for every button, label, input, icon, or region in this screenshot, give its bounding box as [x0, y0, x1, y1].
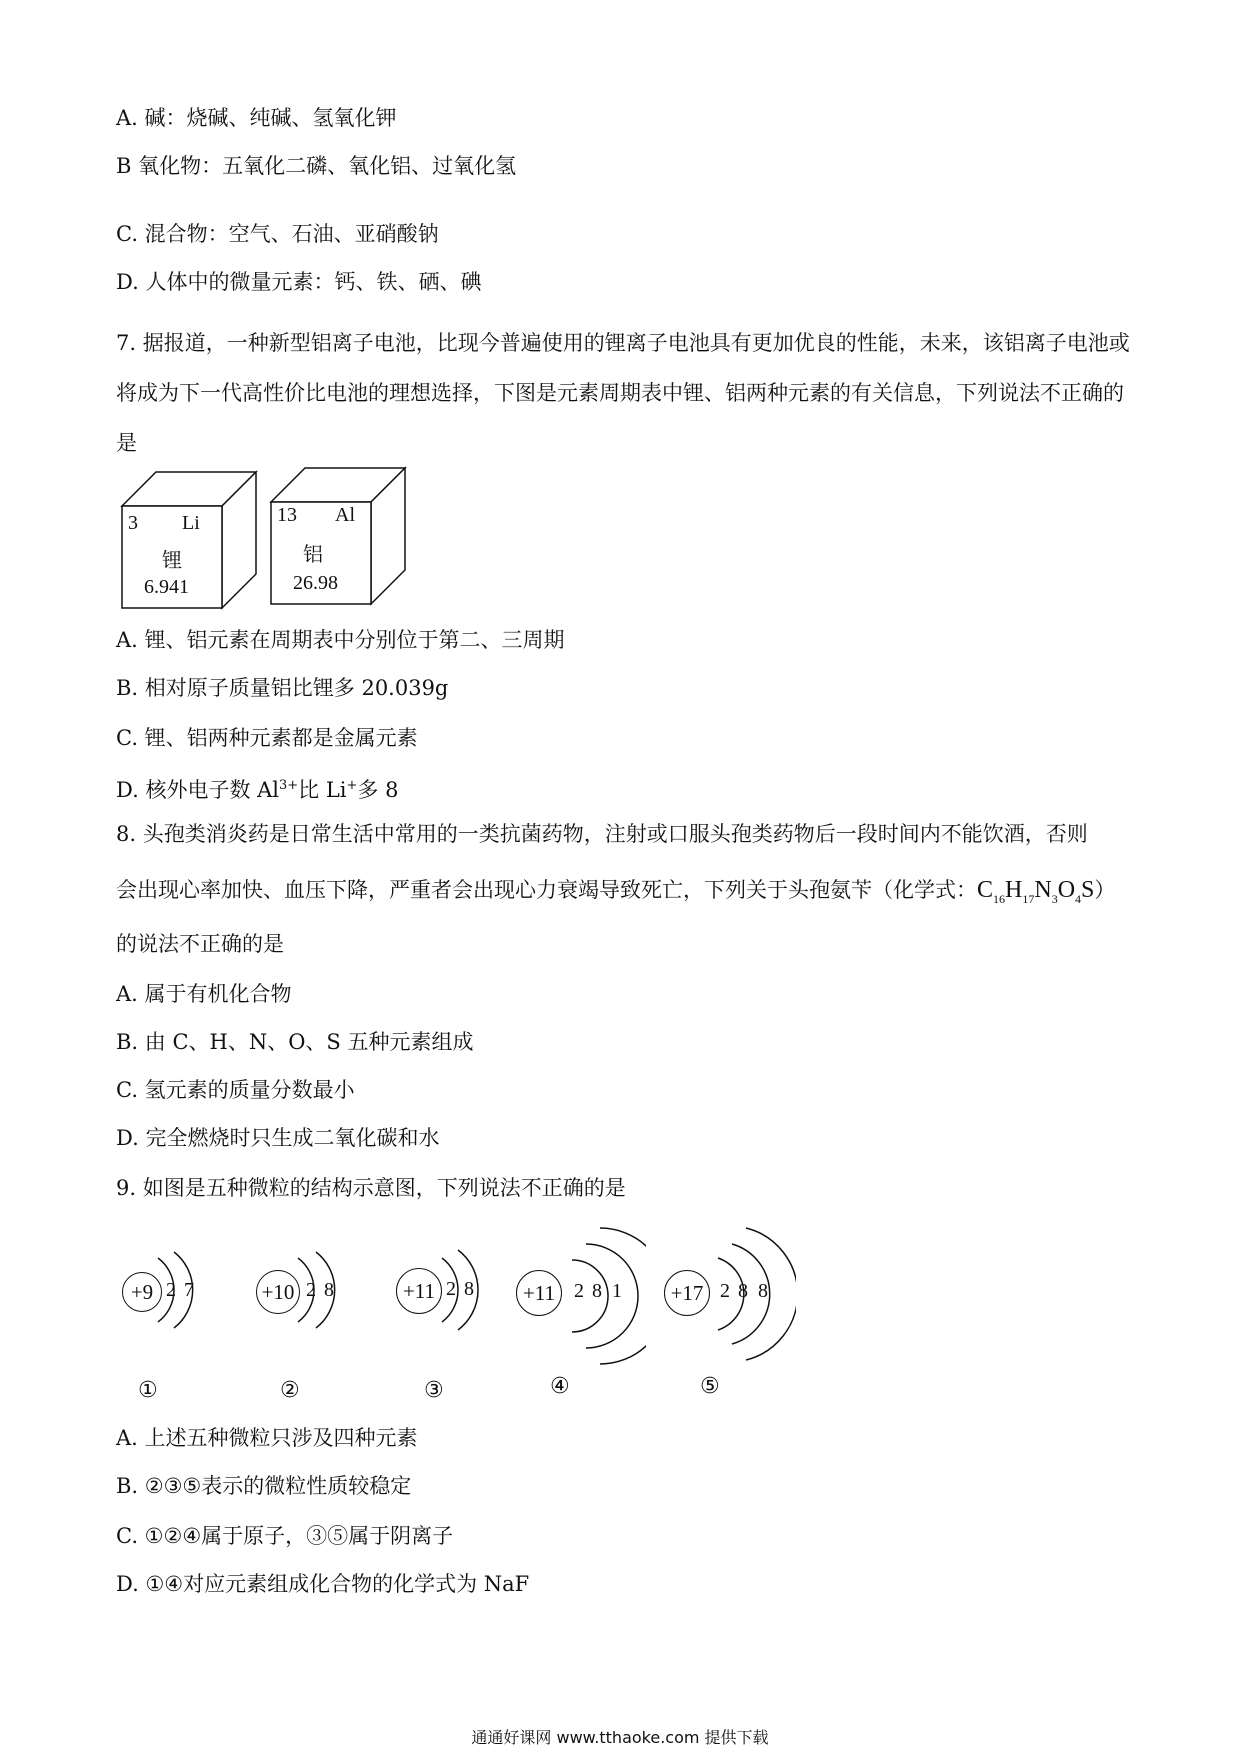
particle-4-shell-3: 1	[612, 1280, 622, 1302]
al-name: 铝	[303, 542, 323, 566]
q8-stem-line2: 会出现心率加快、血压下降，严重者会出现心力衰竭导致死亡，下列关于头孢氨苄（化学式：$C_{16}H_{17}N_3O_4S$）	[116, 877, 1116, 906]
q7-option-b: B. 相对原子质量铝比锂多 20.039g	[116, 676, 449, 700]
particle-1-nucleus: +9	[122, 1272, 162, 1312]
q7-option-d: D. 核外电子数 $Al^{3+}$比 Li+多 8	[116, 778, 399, 802]
particle-5-shell-3: 8	[758, 1280, 768, 1302]
q9-option-d: D. ①④对应元素组成化合物的化学式为 NaF	[116, 1572, 530, 1596]
particle-2-shell-2: 8	[324, 1279, 334, 1301]
q8-option-a: A. 属于有机化合物	[116, 982, 292, 1006]
particle-4-shell-1: 2	[574, 1280, 584, 1302]
element-card-li-box	[120, 470, 260, 610]
particle-3-label: ③	[424, 1378, 444, 1403]
al-atomic-number: 13	[277, 504, 297, 526]
al-symbol: Al	[335, 504, 355, 526]
li-atomic-number: 3	[128, 512, 138, 534]
particle-2-label: ②	[280, 1378, 300, 1403]
q8-stem-line1: 8. 头孢类消炎药是日常生活中常用的一类抗菌药物，注射或口服头孢类药物后一段时间内不能饮酒，否则	[116, 822, 1088, 846]
particle-4-label: ④	[550, 1374, 570, 1399]
particle-1-shell-1: 2	[166, 1279, 176, 1301]
particle-3-shell-2: 8	[464, 1278, 474, 1300]
particle-5-nucleus: +17	[664, 1270, 710, 1316]
al-mass: 26.98	[293, 572, 338, 594]
particle-3-shell-1: 2	[446, 1278, 456, 1300]
particle-4-nucleus: +11	[516, 1270, 562, 1316]
li-symbol: Li	[182, 512, 200, 534]
element-card-li	[120, 470, 260, 614]
q6-option-c: C. 混合物：空气、石油、亚硝酸钠	[116, 222, 439, 246]
particle-1	[116, 1230, 236, 1405]
li-name: 锂	[162, 548, 182, 572]
q9-option-a: A. 上述五种微粒只涉及四种元素	[116, 1426, 418, 1450]
q9-option-b: B. ②③⑤表示的微粒性质较稳定	[116, 1474, 412, 1498]
particle-1-shell-2: 7	[184, 1279, 194, 1301]
q9-stem: 9. 如图是五种微粒的结构示意图，下列说法不正确的是	[116, 1176, 626, 1200]
q8-formula: $C_{16}H_{17}N_3O_4S$	[977, 877, 1095, 906]
page-footer: 通通好课网 www.tthaoke.com 提供下载	[471, 1728, 769, 1747]
q6-option-a: A. 碱：烧碱、纯碱、氢氧化钾	[116, 106, 397, 130]
q7-option-c: C. 锂、铝两种元素都是金属元素	[116, 726, 418, 750]
q9-option-c: C. ①②④属于原子，③⑤属于阴离子	[116, 1524, 454, 1548]
element-card-al-box	[269, 466, 409, 606]
q8-option-d: D. 完全燃烧时只生成二氧化碳和水	[116, 1126, 440, 1150]
q6-option-d: D. 人体中的微量元素：钙、铁、硒、碘	[116, 270, 482, 294]
particle-3-nucleus: +11	[396, 1268, 442, 1314]
q7-stem: 7. 据报道，一种新型铝离子电池，比现今普遍使用的锂离子电池具有更加优良的性能，未来，该铝离子电池或将成为下一代高性价比电池的理想选择，下图是元素周期表中锂、铝两种元素的有关信息，下列说法不正确的是	[116, 331, 1130, 455]
particle-1-label: ①	[138, 1378, 158, 1403]
li-mass: 6.941	[144, 576, 189, 598]
particle-3	[394, 1230, 514, 1405]
element-card-al	[269, 466, 409, 610]
particle-2	[254, 1230, 374, 1405]
q8-option-c: C. 氢元素的质量分数最小	[116, 1078, 355, 1102]
particle-4	[516, 1214, 646, 1405]
q8-stem-line3: 的说法不正确的是	[116, 932, 284, 956]
atom-structure-diagrams	[116, 1230, 796, 1405]
particle-5-shell-1: 2	[720, 1280, 730, 1302]
particle-5-shell-2: 8	[738, 1280, 748, 1302]
particle-5	[664, 1214, 796, 1405]
particle-2-nucleus: +10	[256, 1270, 300, 1314]
q8-option-b: B. 由 C、H、N、O、S 五种元素组成	[116, 1030, 474, 1054]
particle-5-label: ⑤	[700, 1374, 720, 1399]
particle-2-shell-1: 2	[306, 1279, 316, 1301]
q7-option-a: A. 锂、铝元素在周期表中分别位于第二、三周期	[116, 628, 565, 652]
particle-4-shell-2: 8	[592, 1280, 602, 1302]
q6-option-b: B 氧化物：五氧化二磷、氧化铝、过氧化氢	[116, 154, 517, 178]
